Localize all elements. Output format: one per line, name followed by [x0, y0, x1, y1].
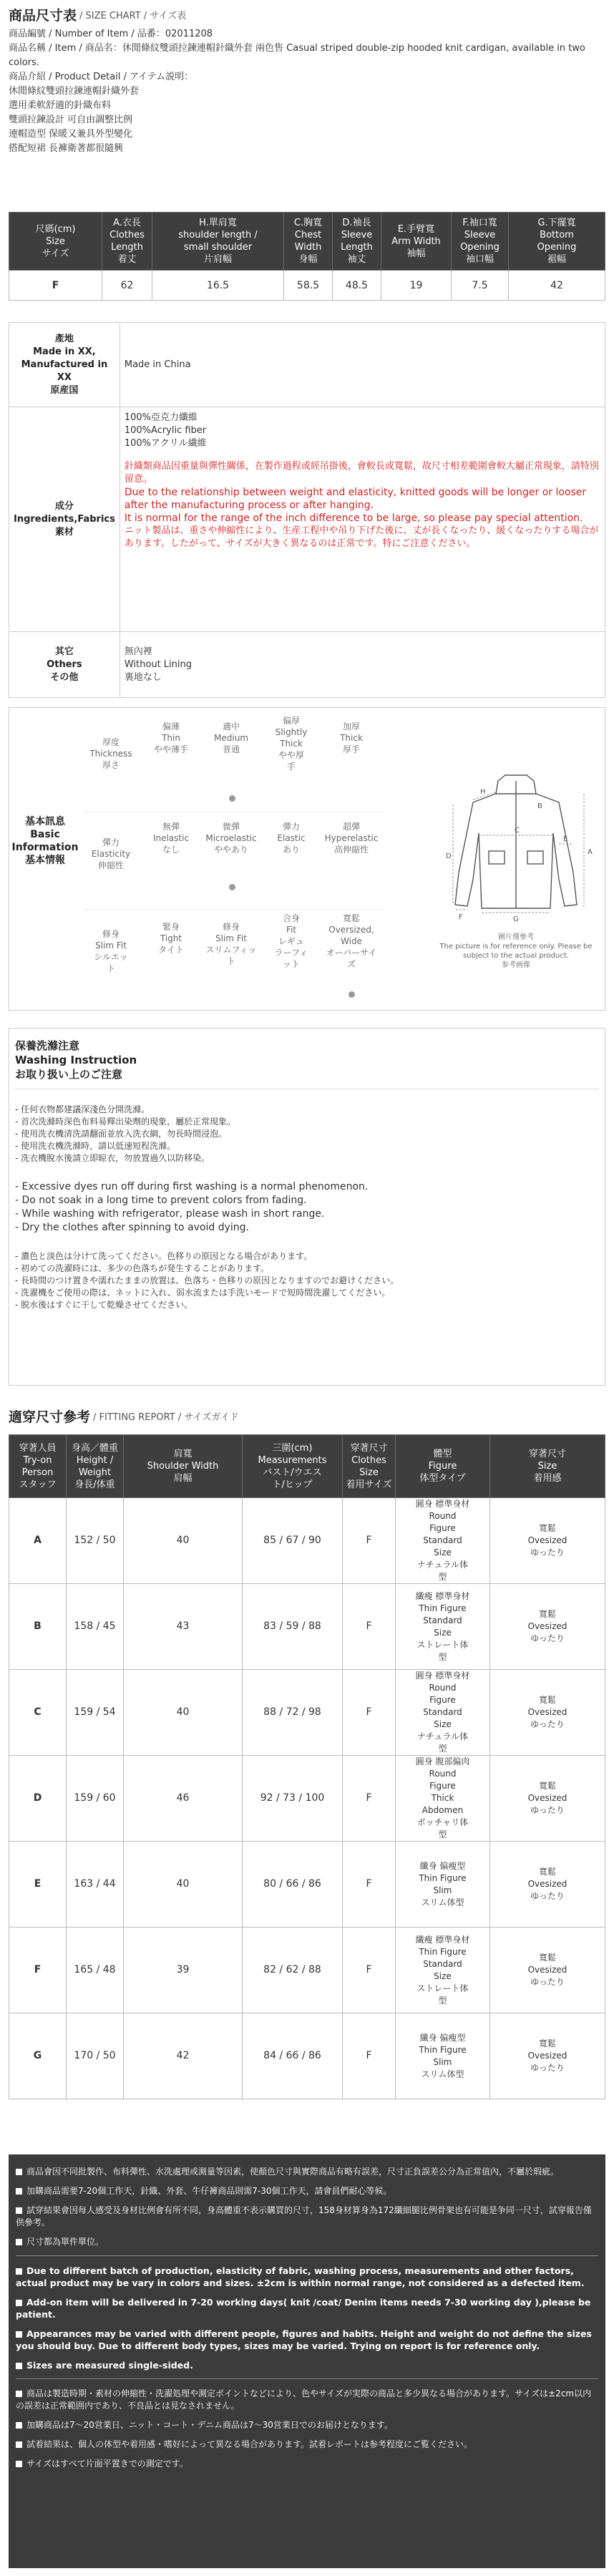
- material-value: [120, 407, 605, 632]
- jacket-outline-icon: [430, 765, 602, 930]
- others-line: Without Lining: [124, 658, 192, 670]
- washing-line: - Dry the clothes after spinning to avoid dying.: [15, 1222, 249, 1233]
- elasticity-label: 彈力 Elasticity 伸縮性: [91, 837, 131, 870]
- note-item: 試着結果は、個人の体型や着用感・嗜好によって異なる場合があります。試着レポートは参考程度にご覧ください。: [16, 2439, 598, 2451]
- washing-line: - 任何衣物都建議深淺色分開洗滌。: [15, 1104, 150, 1114]
- bullet-square-icon: [16, 2169, 22, 2175]
- notes-en: [16, 2265, 598, 2371]
- shoulder-cell: 40: [124, 1842, 243, 1928]
- product-detail-label: 商品介紹 / Product Detail / アイテム説明：: [9, 72, 194, 82]
- fit-option: 合身 Fit レギュ ラーフィ ット: [274, 913, 308, 969]
- note-item: Appearances may be varied with different people, figures and habits. Height and weight do not define the sizes you should buy. Due to different body types, sizes may be varied. Trying on report is for reference only.: [16, 2328, 592, 2351]
- size-chart-title: 商品尺寸表: [9, 8, 77, 24]
- item-number: 商品編號 / Number of Item / 品番：02011208: [9, 29, 213, 39]
- size-chart-subtitle: / SIZE CHART / サイズ表: [79, 11, 187, 21]
- bullet-square-icon: [16, 2422, 22, 2429]
- washing-line: - Excessive dyes run off during first washing is a normal phenomenon.: [15, 1181, 369, 1192]
- elasticity-option: 無彈 Inelastic なし: [152, 822, 190, 855]
- others-line: 無內裡: [124, 646, 152, 657]
- washing-line: - While washing with refrigerator, please wash in short range.: [15, 1208, 325, 1220]
- label-e: E: [563, 835, 568, 843]
- note-item: Due to different batch of production, elasticity of fabric, washing process, measurements and other factors, actual product may be vary in colors and sizes. ±2cm is within normal range, not considered as a defected item.: [16, 2265, 585, 2288]
- figure-cell: 纖身 偏瘦型 Thin Figure Slim スリム体型: [396, 2013, 490, 2099]
- selection-dot: [229, 884, 235, 890]
- size-cell: F: [343, 1756, 396, 1842]
- fitting-row: [9, 1498, 605, 1584]
- size-cell: F: [343, 1928, 396, 2013]
- size-cell: F: [9, 271, 102, 301]
- washing-line: - 首次洗滌時深色布料易釋出染劑的現象，屬於正常現象。: [15, 1117, 236, 1127]
- size-cell: F: [343, 1670, 396, 1756]
- cuff-cell: 7.5: [452, 271, 509, 301]
- figure-cell: 纖身 偏瘦型 Thin Figure Slim スリム体型: [396, 1842, 490, 1928]
- height-weight-cell: 163 / 44: [67, 1842, 124, 1928]
- fit-row: [84, 910, 384, 1007]
- fitting-report-subtitle: / FITTING REPORT / サイズガイド: [93, 1412, 239, 1423]
- cuff-col-header: F.袖口寬 Sleeve Opening 袖口幅: [452, 213, 509, 271]
- bullet-square-icon: [16, 2441, 22, 2448]
- label-a: A: [588, 848, 593, 856]
- note-item: Add-on item will be delivered in 7-20 working days( knit /coat/ Denim items needs 7-30 working day ),please be patient.: [16, 2297, 591, 2320]
- height-weight-cell: 152 / 50: [67, 1498, 124, 1584]
- chest-cell: 58.5: [284, 271, 333, 301]
- thickness-option: 加厚 Thick 厚手: [340, 721, 363, 754]
- person-cell: C: [9, 1670, 67, 1756]
- bullet-square-icon: [16, 2207, 22, 2214]
- jacket-diagram: [430, 765, 602, 969]
- detail-line: 選用柔軟舒適的針織布料: [9, 100, 112, 111]
- shoulder-cell: 16.5: [152, 271, 284, 301]
- person-cell: D: [9, 1756, 67, 1842]
- detail-table: [9, 322, 605, 698]
- measurements-cell: 85 / 67 / 90: [243, 1498, 343, 1584]
- fit-feel-cell: 寬鬆 Ovesized ゆったり: [490, 1842, 605, 1928]
- knit-warning-en: Due to the relationship between weight and elasticity, knitted goods will be longer or looser after the manufacturing process or after hanging.: [124, 487, 587, 511]
- figure-cell: 圓身 腹部偏肉 Round Figure Thick Abdomen ポッチャリ体 型: [396, 1756, 490, 1842]
- fit-header: 三圍(cm) Measurements バスト/ウエス ト/ヒップ: [243, 1435, 343, 1498]
- fit-feel-cell: 寬鬆 Ovesized ゆったり: [490, 1498, 605, 1584]
- fitting-row: [9, 1584, 605, 1670]
- size-cell: F: [343, 1498, 396, 1584]
- hem-col-header: G.下擺寬 Bottom Opening 裾幅: [509, 213, 605, 271]
- detail-line: 休閒條紋雙頭拉鍊連帽針織外套: [9, 86, 140, 97]
- bullet-square-icon: [16, 2188, 22, 2195]
- size-cell: F: [343, 2013, 396, 2099]
- washing-line: - 使用洗衣機清洗請翻面並放入洗衣網，勿長時間浸泡。: [15, 1129, 228, 1139]
- fit-option: 寬鬆 Oversized, Wide オーバーサイ ズ: [326, 913, 377, 969]
- basic-info-label: 基本訊息 Basic Information 基本情報: [11, 816, 79, 866]
- washing-en: [15, 1180, 599, 1235]
- bullet-square-icon: [16, 2239, 22, 2245]
- others-line: 裏地なし: [124, 671, 162, 683]
- washing-line: - 使用洗衣機洗滌時，請以低速短程洗滌。: [15, 1141, 176, 1151]
- label-c: C: [515, 827, 520, 835]
- measurements-cell: 88 / 72 / 98: [243, 1670, 343, 1756]
- fitting-row: [9, 1756, 605, 1842]
- fit-header: 身高／體重 Height / Weight 身長/体重: [67, 1435, 124, 1498]
- fitting-report-header: [0, 1396, 248, 1427]
- fit-option: 修身 Slim Fit スリムフィッ ト: [205, 922, 257, 966]
- notes-divider: [16, 2255, 598, 2256]
- fit-header: 肩寬 Shoulder Width 肩幅: [124, 1435, 243, 1498]
- person-cell: E: [9, 1842, 67, 1928]
- figure-cell: 圓身 標準身材 Round Figure Standard Size ナチュラル体 型: [396, 1670, 490, 1756]
- note-item: 試穿結果會因每人感受及身材比例會有所不同，身高體重不表示購買的尺寸，158身材算身為172纖細腿比例骨架也有可能是争同一尺寸，試穿報告僅供參考。: [16, 2205, 592, 2227]
- bullet-square-icon: [16, 2268, 22, 2275]
- note-item: Sizes are measured single-sided.: [16, 2359, 598, 2371]
- shoulder-cell: 39: [124, 1928, 243, 2013]
- height-weight-cell: 165 / 48: [67, 1928, 124, 2013]
- washing-title-zh: 保養洗滌注意: [15, 1039, 80, 1052]
- figure-cell: 纖瘦 標準身材 Thin Figure Standard Size ストレート体 型: [396, 1928, 490, 2013]
- fit-feel-cell: 寬鬆 Ovesized ゆったり: [490, 1928, 605, 2013]
- measurements-cell: 82 / 62 / 88: [243, 1928, 343, 2013]
- elasticity-row: [84, 812, 384, 910]
- washing-line: - 脱水後はすぐに干して乾燥させてください。: [15, 1300, 193, 1310]
- arm-col-header: E.手臂寬 Arm Width 袖幅: [381, 213, 452, 271]
- fit-feel-cell: 寬鬆 Ovesized ゆったり: [490, 1756, 605, 1842]
- fit-feel-cell: 寬鬆 Ovesized ゆったり: [490, 1670, 605, 1756]
- item-name: 商品名稱 / Item / 商品名：休閒條紋雙頭拉鍊連帽針織外套 兩色售 Casual striped double-zip hooded knit cardigan, available in two colors.: [9, 43, 585, 68]
- measurements-cell: 84 / 66 / 86: [243, 2013, 343, 2099]
- others-value: [120, 632, 605, 698]
- fitting-row: [9, 1670, 605, 1756]
- fit-header: 穿著尺寸 Size 着用感: [490, 1435, 605, 1498]
- notes-zh: [16, 2166, 598, 2248]
- fitting-table: [9, 1434, 605, 2099]
- fitting-report-title: 適穿尺寸參考: [9, 1409, 91, 1425]
- shoulder-cell: 42: [124, 2013, 243, 2099]
- hem-cell: 42: [509, 271, 605, 301]
- bullet-square-icon: [16, 2461, 22, 2467]
- washing-line: - 初めての洗濯時には、多少の色落ちが発生することがあります。: [15, 1263, 270, 1273]
- measurements-cell: 80 / 66 / 86: [243, 1842, 343, 1928]
- sleeve-cell: 48.5: [333, 271, 381, 301]
- label-d: D: [446, 852, 452, 860]
- shoulder-cell: 40: [124, 1498, 243, 1584]
- shoulder-col-header: H.單肩寬 shoulder length / small shoulder 片肩幅: [152, 213, 284, 271]
- washing-title-en: Washing Instruction: [15, 1054, 137, 1066]
- bullet-square-icon: [16, 2331, 22, 2338]
- fitting-row: [9, 2013, 605, 2099]
- arm-cell: 19: [381, 271, 452, 301]
- origin-value: Made in China: [120, 323, 605, 407]
- note-item: 商品會因不同批製作、布料彈性、水洗處理或測量等因素，使顏色尺寸與實際商品有略有誤差，尺寸正負誤差公分為正常值內，不屬於瑕疵。: [16, 2166, 598, 2178]
- knit-warning-zh: 針織類商品因重量與彈性關係，在製作過程或經吊掛後，會較長或寬鬆，故尺寸相差範圍會較大屬正常現象，請特別留意。: [124, 461, 599, 485]
- fit-header: 穿著人員 Try-on Person スタッフ: [9, 1435, 67, 1498]
- label-b: B: [537, 802, 542, 810]
- size-chart-header: [0, 0, 195, 26]
- knit-warning-ja: ニット製品は、重さや伸縮性により、生産工程中や吊り下げた後に、丈が長くなったり、緩くなったりする場合があります。したがって、サイズが大きく異なるのは正常です。特にご注意ください。: [124, 525, 599, 549]
- label-f: F: [459, 913, 463, 921]
- notes-ja: [16, 2388, 598, 2470]
- size-table: [9, 212, 605, 301]
- fitting-row: [9, 1842, 605, 1928]
- material-line: 100%Acrylic fiber: [124, 425, 207, 436]
- material-label: 成分 Ingredients,Fabrics 素材: [9, 407, 120, 632]
- thickness-option: 偏厚 Slightly Thick やや厚 手: [275, 716, 308, 772]
- size-col-header: 尺碼(cm) Size サイズ: [9, 213, 102, 271]
- note-item: 尺寸都為單件單位。: [16, 2236, 598, 2248]
- others-label: 其它 Others その他: [9, 632, 120, 698]
- detail-line: 連帽造型 保暖又兼具外型變化: [9, 129, 133, 140]
- shoulder-cell: 40: [124, 1670, 243, 1756]
- size-row: [9, 271, 605, 301]
- detail-line: 搭配短裙 長褲衛著都很隨興: [9, 143, 124, 154]
- figure-cell: 纖瘦 標準身材 Thin Figure Standard Size ストレート体 型: [396, 1584, 490, 1670]
- person-cell: F: [9, 1928, 67, 2013]
- fit-option: 緊身 Tight タイト: [158, 922, 184, 955]
- chest-col-header: C.胸寬 Chest Width 身幅: [284, 213, 333, 271]
- height-weight-cell: 170 / 50: [67, 2013, 124, 2099]
- material-line: 100%亞克力纖維: [124, 412, 198, 423]
- notes-box: [9, 2154, 605, 2568]
- thickness-label: 厚度 Thickness 厚さ: [89, 737, 132, 770]
- note-item: 商品は製造時期・素材の伸縮性・洗濯処理や測定ポイントなどにより、色やサイズが実際の商品と多少異なる場合があります。サイズは±2cm以内の誤差は正常範囲内であり、不良品とは見なされません。: [16, 2388, 592, 2411]
- length-col-header: A.衣長 Clothes Length 着丈: [102, 213, 152, 271]
- knit-warning-en: It is normal for the range of the inch difference to be large, so please pay special attention.: [124, 512, 583, 524]
- elasticity-option: 微彈 Microelastic ややあり: [205, 822, 257, 855]
- fit-label: 修身 Slim Fit シルエッ ト: [94, 929, 128, 973]
- measurements-cell: 83 / 59 / 88: [243, 1584, 343, 1670]
- fit-header: 體型 Figure 体型タイプ: [396, 1435, 490, 1498]
- person-cell: A: [9, 1498, 67, 1584]
- origin-label: 產地 Made in XX, Manufactured in XX 原産国: [9, 323, 120, 407]
- thickness-row: [84, 715, 384, 812]
- figure-cell: 圓身 標準身材 Round Figure Standard Size ナチュラル体 型: [396, 1498, 490, 1584]
- washing-line: - 洗濯機をご使用の際は、ネットに入れ、弱水流または手洗いモードで短時間洗濯してください。: [15, 1288, 391, 1298]
- label-g: G: [513, 915, 519, 923]
- selection-dot: [229, 795, 235, 802]
- elasticity-option: 超彈 Hyperelastic 高伸縮性: [324, 822, 379, 855]
- person-cell: G: [9, 2013, 67, 2099]
- person-cell: B: [9, 1584, 67, 1670]
- shoulder-cell: 43: [124, 1584, 243, 1670]
- fit-feel-cell: 寬鬆 Ovesized ゆったり: [490, 2013, 605, 2099]
- detail-line: 雙頭拉鍊設計 可自由調整比例: [9, 115, 133, 125]
- material-line: 100%アクリル繊維: [124, 438, 207, 449]
- size-cell: F: [343, 1584, 396, 1670]
- diagram-caption: 圖片僅參考 The picture is for reference only. Please be subject to the actual product. 参考画像: [439, 933, 593, 969]
- measurements-cell: 92 / 73 / 100: [243, 1756, 343, 1842]
- fitting-row: [9, 1928, 605, 2013]
- selection-dot: [349, 991, 355, 998]
- washing-zh: [15, 1104, 599, 1165]
- height-weight-cell: 159 / 60: [67, 1756, 124, 1842]
- bullet-square-icon: [16, 2300, 22, 2306]
- elasticity-option: 彈力 Elastic あり: [277, 822, 306, 855]
- size-cell: F: [343, 1842, 396, 1928]
- note-item: 加購商品は7〜20営業日、ニット・コート・デニム商品は7〜30営業日でのお届けとなります。: [16, 2419, 598, 2431]
- length-cell: 62: [102, 271, 152, 301]
- washing-line: - 洗衣機脫水後請立即晾衣，勿放置過久以防移染。: [15, 1153, 210, 1163]
- notes-divider: [16, 2378, 598, 2379]
- shoulder-cell: 46: [124, 1756, 243, 1842]
- washing-title-ja: お取り扱い上のご注意: [15, 1068, 123, 1081]
- thickness-option: 適中 Medium 普通: [214, 721, 248, 754]
- bullet-square-icon: [16, 2391, 22, 2397]
- washing-line: - 濃色と淡色は分けて洗ってください。色移りの原因となる場合があります。: [15, 1251, 313, 1261]
- thickness-option: 偏薄 Thin やや薄手: [153, 721, 188, 754]
- washing-ja: [15, 1250, 599, 1311]
- note-item: 加購商品需要7-20個工作天，針織、外套、牛仔褲商品則需7-30個工作天，請會員們耐心等候。: [16, 2185, 598, 2197]
- washing-line: - Do not soak in a long time to prevent colors from fading.: [15, 1195, 307, 1206]
- fit-feel-cell: 寬鬆 Ovesized ゆったり: [490, 1584, 605, 1670]
- washing-instruction-box: [9, 1028, 605, 1386]
- height-weight-cell: 159 / 54: [67, 1670, 124, 1756]
- basic-info-panel: [9, 707, 605, 1011]
- height-weight-cell: 158 / 45: [67, 1584, 124, 1670]
- label-h: H: [480, 788, 486, 796]
- bullet-square-icon: [16, 2363, 22, 2369]
- product-info: [0, 27, 614, 156]
- fit-header: 穿著尺寸 Clothes Size 着用サイズ: [343, 1435, 396, 1498]
- washing-line: - 長時間のつけ置きや濡れたままの放置は、色落ち・色移りの原因となりますのでお避けください。: [15, 1275, 399, 1285]
- sleeve-col-header: D.袖長 Sleeve Length 袖丈: [333, 213, 381, 271]
- note-item: サイズはすべて片面平置きでの測定です。: [16, 2458, 598, 2470]
